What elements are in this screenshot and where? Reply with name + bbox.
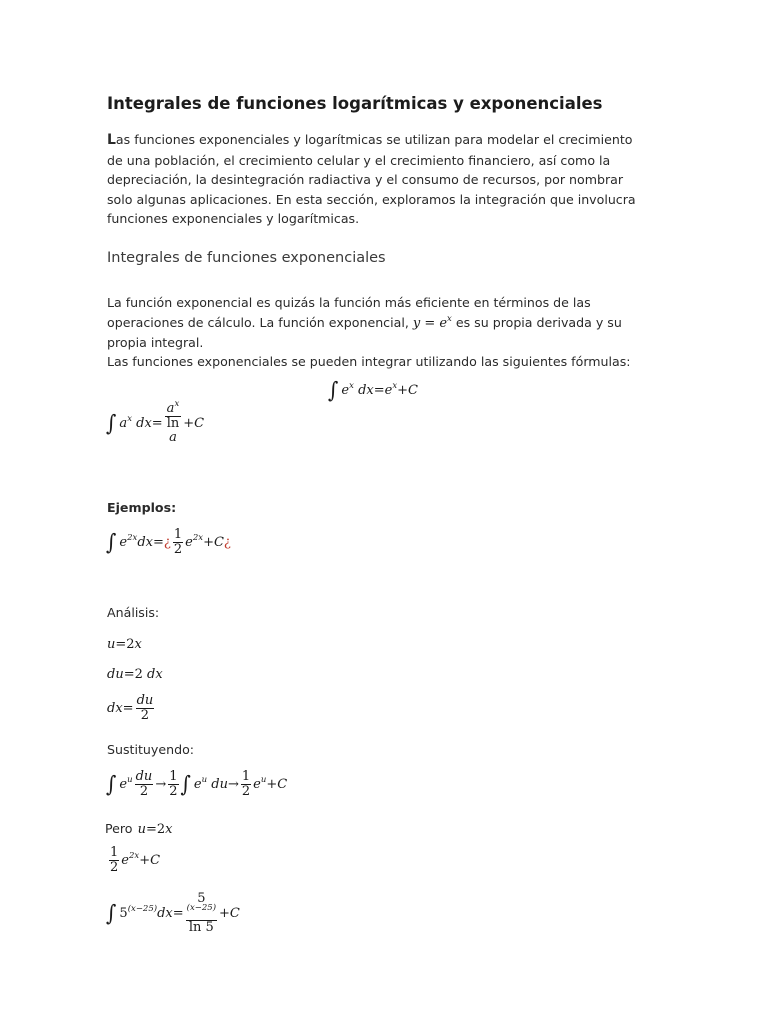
analysis-du: du=2 dx — [107, 667, 163, 682]
analysis-label: Análisis: — [107, 605, 160, 620]
substituting-label: Sustituyendo: — [107, 742, 195, 757]
example-1-formula: ∫ $e^{2x}dx=¿$ $\frac{1}{2}$ $e^{2x}+C¿$ — [106, 527, 231, 557]
intro-paragraph — [107, 130, 647, 229]
formulas-intro: Las funciones exponenciales se pueden integrar utilizando las siguientes fórmulas: — [107, 354, 631, 369]
result-formula: $\frac{1}{2}$ $e^{2x}+C$ — [110, 845, 161, 875]
example-2-formula: ∫ $5^{(x-25)}dx=$ 5 $^{(x-25)}$ ln 5 +C — [106, 891, 240, 935]
inline-formula: $y = e^x$ — [412, 313, 452, 331]
section-heading: Integrales de funciones exponenciales — [107, 250, 386, 266]
formula-ax-integral: ∫ $a^x$ dx= $a^x$ ln a +C — [106, 399, 205, 445]
exponential-paragraph: La función exponencial es quizás la función más eficiente en términos de las operaciones de cálculo. La función exponencial, $y = e^x$ es su propia derivada y su propia integral. — [107, 295, 622, 350]
drop-letter: L — [107, 132, 116, 148]
analysis-dx: dx= $\frac{du}{2}$ — [107, 693, 154, 723]
page-title: Integrales de funciones logarítmicas y exponenciales — [107, 94, 603, 113]
formula-exp-integral: ∫ $e^x$ $dx=e^x+C$ — [328, 376, 418, 404]
substitution-formula: ∫ $e^u$ $\frac{du}{2}$ → $\frac{1}{2}$ ∫ $e^u$ du→ $\frac{1}{2}$ $e^u+C$ — [106, 769, 288, 799]
but-line: Pero u=2x — [105, 821, 173, 837]
analysis-u: u=2x — [107, 637, 142, 652]
intro-text: as funciones exponenciales y logarítmicas se utilizan para modelar el crecimiento de una población, el crecimiento celular y el crecimiento financiero, así como la depreciación, la desintegración radiactiva y el consumo de recursos, por nombrar solo algunas aplicaciones. En esta sección, exploramos la integración que involucra funciones exponenciales y logarítmicas. — [107, 132, 636, 226]
examples-label: Ejemplos: — [107, 500, 177, 515]
